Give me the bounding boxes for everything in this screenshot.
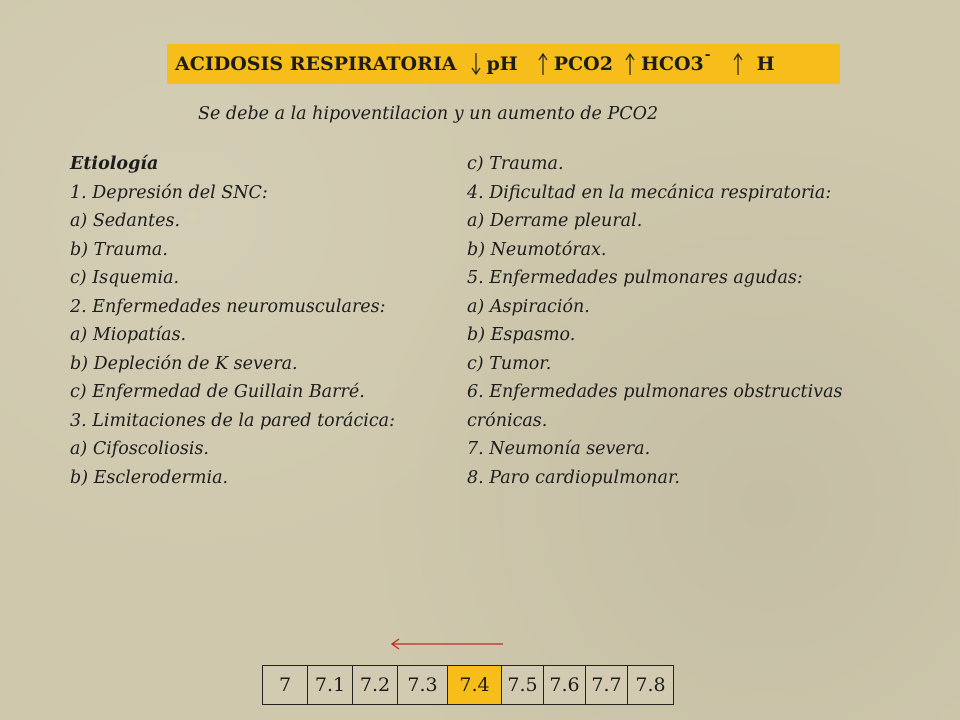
up-arrow-icon xyxy=(623,51,637,77)
ph-scale-cell: 7.5 xyxy=(502,666,544,704)
etiology-left-column xyxy=(70,150,395,492)
subtitle: Se debe a la hipoventilacion y un aumento de PCO2 xyxy=(198,104,659,124)
list-item: c) Tumor. xyxy=(467,353,552,374)
list-item: 3. Limitaciones de la pared torácica: xyxy=(70,410,395,431)
ph-scale-cell: 7.6 xyxy=(544,666,586,704)
ph-scale-cell: 7.7 xyxy=(586,666,628,704)
etiology-heading: Etiología xyxy=(70,154,159,174)
list-item: a) Sedantes. xyxy=(70,211,181,231)
list-item: 8. Paro cardiopulmonar. xyxy=(467,467,680,488)
title-banner xyxy=(167,44,840,84)
list-item: a) Aspiración. xyxy=(467,296,590,317)
title-ph: pH xyxy=(486,53,518,75)
list-item: 4. Dificultad en la mecánica respiratoria: xyxy=(467,182,832,203)
title-pco2: PCO2 xyxy=(553,53,613,75)
title-h: H xyxy=(756,53,775,75)
list-item: 7. Neumonía severa. xyxy=(467,439,651,459)
list-item: a) Derrame pleural. xyxy=(467,211,643,231)
up-arrow-icon xyxy=(731,51,745,77)
up-arrow-icon xyxy=(536,51,550,77)
ph-scale-cell: 7.1 xyxy=(308,666,353,704)
title-hco3: HCO3 xyxy=(640,53,704,75)
list-item: 2. Enfermedades neuromusculares: xyxy=(70,296,386,317)
title-main: ACIDOSIS RESPIRATORIA xyxy=(175,53,457,75)
list-item: 6. Enfermedades pulmonares obstructivas crónicas. xyxy=(467,382,843,431)
list-item: b) Neumotórax. xyxy=(467,239,607,260)
list-item: c) Trauma. xyxy=(467,154,564,174)
ph-scale-cell: 7.8 xyxy=(635,674,666,696)
list-item: b) Trauma. xyxy=(70,239,168,260)
list-item: c) Isquemia. xyxy=(70,268,180,288)
list-item: b) Depleción de K severa. xyxy=(70,353,298,374)
list-item: c) Enfermedad de Guillain Barré. xyxy=(70,382,365,402)
ph-scale-cell: 7.3 xyxy=(398,666,448,704)
ph-scale-cell: 7.2 xyxy=(353,666,398,704)
etiology-right-column xyxy=(467,150,937,492)
left-arrow-icon xyxy=(390,636,505,652)
list-item: b) Esclerodermia. xyxy=(70,467,229,488)
title-hco3-superscript: - xyxy=(704,47,711,63)
list-item: a) Cifoscoliosis. xyxy=(70,439,209,459)
ph-scale-cell: 7 xyxy=(263,666,308,704)
list-item: 1. Depresión del SNC: xyxy=(70,182,268,203)
down-arrow-icon xyxy=(469,51,483,77)
list-item: 5. Enfermedades pulmonares agudas: xyxy=(467,268,803,288)
ph-scale xyxy=(262,665,674,705)
list-item: b) Espasmo. xyxy=(467,325,576,345)
ph-scale-cell-highlighted: 7.4 xyxy=(448,666,502,704)
list-item: a) Miopatías. xyxy=(70,325,187,345)
